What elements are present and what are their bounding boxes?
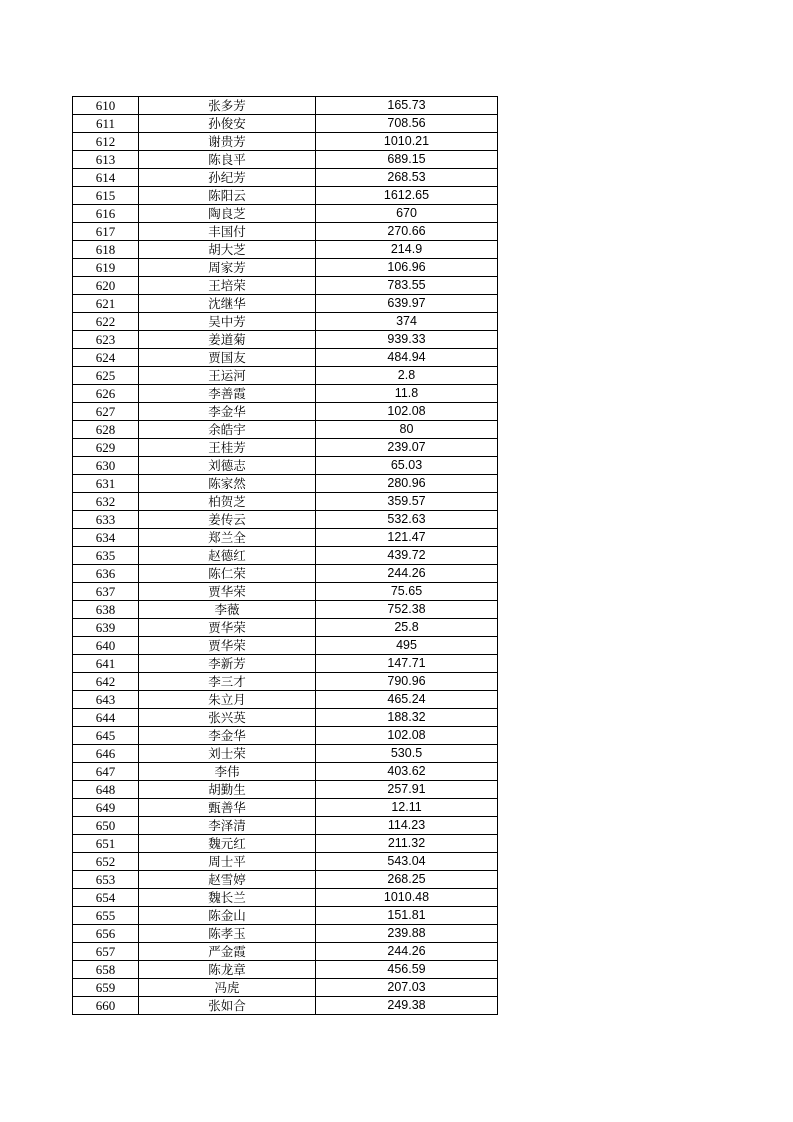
row-number-cell: 634 [73, 529, 139, 547]
amount-cell: 80 [316, 421, 498, 439]
row-number-cell: 625 [73, 367, 139, 385]
row-number-cell: 631 [73, 475, 139, 493]
row-number-cell: 650 [73, 817, 139, 835]
row-number-cell: 620 [73, 277, 139, 295]
table-row [73, 493, 498, 511]
amount-cell: 214.9 [316, 241, 498, 259]
row-number-cell: 632 [73, 493, 139, 511]
name-cell: 郑兰全 [139, 529, 316, 547]
row-number-cell: 651 [73, 835, 139, 853]
table-row [73, 259, 498, 277]
row-number-cell: 629 [73, 439, 139, 457]
table-row [73, 709, 498, 727]
name-cell: 胡大芝 [139, 241, 316, 259]
table-row [73, 673, 498, 691]
name-cell: 谢贵芳 [139, 133, 316, 151]
row-number-cell: 627 [73, 403, 139, 421]
amount-cell: 239.88 [316, 925, 498, 943]
name-cell: 张多芳 [139, 97, 316, 115]
table-row [73, 763, 498, 781]
table-row [73, 817, 498, 835]
table-row [73, 511, 498, 529]
amount-cell: 188.32 [316, 709, 498, 727]
amount-cell: 147.71 [316, 655, 498, 673]
table-row [73, 439, 498, 457]
name-cell: 魏元红 [139, 835, 316, 853]
table-row [73, 223, 498, 241]
table-row [73, 115, 498, 133]
table-row [73, 241, 498, 259]
amount-cell: 783.55 [316, 277, 498, 295]
name-cell: 孙纪芳 [139, 169, 316, 187]
amount-cell: 532.63 [316, 511, 498, 529]
row-number-cell: 635 [73, 547, 139, 565]
table-row [73, 997, 498, 1015]
table-row [73, 367, 498, 385]
table-row [73, 331, 498, 349]
row-number-cell: 614 [73, 169, 139, 187]
amount-cell: 752.38 [316, 601, 498, 619]
row-number-cell: 611 [73, 115, 139, 133]
name-cell: 刘士荣 [139, 745, 316, 763]
row-number-cell: 655 [73, 907, 139, 925]
row-number-cell: 659 [73, 979, 139, 997]
amount-cell: 65.03 [316, 457, 498, 475]
table-row [73, 169, 498, 187]
name-cell: 李泽清 [139, 817, 316, 835]
row-number-cell: 646 [73, 745, 139, 763]
row-number-cell: 649 [73, 799, 139, 817]
name-cell: 李善霞 [139, 385, 316, 403]
name-cell: 李伟 [139, 763, 316, 781]
table-row [73, 403, 498, 421]
table-row [73, 799, 498, 817]
name-cell: 陈良平 [139, 151, 316, 169]
amount-cell: 439.72 [316, 547, 498, 565]
amount-cell: 939.33 [316, 331, 498, 349]
amount-cell: 211.32 [316, 835, 498, 853]
name-cell: 陈孝玉 [139, 925, 316, 943]
name-cell: 赵德红 [139, 547, 316, 565]
table-row [73, 655, 498, 673]
name-cell: 陈金山 [139, 907, 316, 925]
row-number-cell: 638 [73, 601, 139, 619]
amount-cell: 12.11 [316, 799, 498, 817]
row-number-cell: 619 [73, 259, 139, 277]
amount-cell: 359.57 [316, 493, 498, 511]
table-row [73, 781, 498, 799]
amount-cell: 106.96 [316, 259, 498, 277]
name-cell: 魏长兰 [139, 889, 316, 907]
name-cell: 贾华荣 [139, 619, 316, 637]
table-row [73, 547, 498, 565]
name-cell: 甄善华 [139, 799, 316, 817]
row-number-cell: 630 [73, 457, 139, 475]
amount-cell: 268.53 [316, 169, 498, 187]
amount-cell: 530.5 [316, 745, 498, 763]
row-number-cell: 613 [73, 151, 139, 169]
amount-cell: 151.81 [316, 907, 498, 925]
table-row [73, 853, 498, 871]
table-row [73, 835, 498, 853]
table-row [73, 313, 498, 331]
table-row [73, 151, 498, 169]
row-number-cell: 653 [73, 871, 139, 889]
table-row [73, 97, 498, 115]
table-row [73, 601, 498, 619]
table-row [73, 475, 498, 493]
amount-cell: 484.94 [316, 349, 498, 367]
name-cell: 贾国友 [139, 349, 316, 367]
table-row [73, 385, 498, 403]
amount-cell: 1612.65 [316, 187, 498, 205]
amount-cell: 244.26 [316, 565, 498, 583]
amount-cell: 465.24 [316, 691, 498, 709]
row-number-cell: 618 [73, 241, 139, 259]
table-row [73, 943, 498, 961]
name-cell: 吴中芳 [139, 313, 316, 331]
amount-cell: 543.04 [316, 853, 498, 871]
amount-cell: 121.47 [316, 529, 498, 547]
name-cell: 冯虎 [139, 979, 316, 997]
row-number-cell: 660 [73, 997, 139, 1015]
amount-cell: 257.91 [316, 781, 498, 799]
amount-cell: 456.59 [316, 961, 498, 979]
name-cell: 王桂芳 [139, 439, 316, 457]
row-number-cell: 621 [73, 295, 139, 313]
data-table [72, 96, 498, 1015]
row-number-cell: 658 [73, 961, 139, 979]
amount-cell: 239.07 [316, 439, 498, 457]
name-cell: 张如合 [139, 997, 316, 1015]
table-row [73, 871, 498, 889]
amount-cell: 249.38 [316, 997, 498, 1015]
row-number-cell: 641 [73, 655, 139, 673]
name-cell: 王运河 [139, 367, 316, 385]
name-cell: 柏贺芝 [139, 493, 316, 511]
table-row [73, 295, 498, 313]
row-number-cell: 648 [73, 781, 139, 799]
amount-cell: 280.96 [316, 475, 498, 493]
name-cell: 丰国付 [139, 223, 316, 241]
row-number-cell: 610 [73, 97, 139, 115]
name-cell: 余皓宇 [139, 421, 316, 439]
row-number-cell: 645 [73, 727, 139, 745]
table-row [73, 619, 498, 637]
row-number-cell: 626 [73, 385, 139, 403]
row-number-cell: 639 [73, 619, 139, 637]
name-cell: 李三才 [139, 673, 316, 691]
row-number-cell: 633 [73, 511, 139, 529]
amount-cell: 11.8 [316, 385, 498, 403]
name-cell: 李金华 [139, 403, 316, 421]
name-cell: 李新芳 [139, 655, 316, 673]
table-row [73, 979, 498, 997]
name-cell: 朱立月 [139, 691, 316, 709]
row-number-cell: 622 [73, 313, 139, 331]
name-cell: 陈龙章 [139, 961, 316, 979]
row-number-cell: 636 [73, 565, 139, 583]
row-number-cell: 644 [73, 709, 139, 727]
amount-cell: 790.96 [316, 673, 498, 691]
row-number-cell: 642 [73, 673, 139, 691]
row-number-cell: 637 [73, 583, 139, 601]
table-row [73, 889, 498, 907]
name-cell: 孙俊安 [139, 115, 316, 133]
table-row [73, 727, 498, 745]
table-row [73, 421, 498, 439]
row-number-cell: 657 [73, 943, 139, 961]
amount-cell: 25.8 [316, 619, 498, 637]
name-cell: 胡勤生 [139, 781, 316, 799]
row-number-cell: 643 [73, 691, 139, 709]
name-cell: 周家芳 [139, 259, 316, 277]
row-number-cell: 624 [73, 349, 139, 367]
table-body [73, 97, 498, 1015]
row-number-cell: 612 [73, 133, 139, 151]
amount-cell: 1010.48 [316, 889, 498, 907]
table-row [73, 691, 498, 709]
table-row [73, 457, 498, 475]
amount-cell: 1010.21 [316, 133, 498, 151]
row-number-cell: 628 [73, 421, 139, 439]
amount-cell: 2.8 [316, 367, 498, 385]
amount-cell: 268.25 [316, 871, 498, 889]
table-row [73, 349, 498, 367]
row-number-cell: 617 [73, 223, 139, 241]
name-cell: 陶良芝 [139, 205, 316, 223]
name-cell: 王培荣 [139, 277, 316, 295]
table-row [73, 133, 498, 151]
amount-cell: 708.56 [316, 115, 498, 133]
table-row [73, 529, 498, 547]
amount-cell: 639.97 [316, 295, 498, 313]
name-cell: 赵雪婷 [139, 871, 316, 889]
name-cell: 刘德志 [139, 457, 316, 475]
amount-cell: 207.03 [316, 979, 498, 997]
row-number-cell: 616 [73, 205, 139, 223]
amount-cell: 689.15 [316, 151, 498, 169]
amount-cell: 102.08 [316, 403, 498, 421]
table-row [73, 565, 498, 583]
name-cell: 姜传云 [139, 511, 316, 529]
name-cell: 陈阳云 [139, 187, 316, 205]
name-cell: 李薇 [139, 601, 316, 619]
table-row [73, 745, 498, 763]
table-row [73, 637, 498, 655]
amount-cell: 244.26 [316, 943, 498, 961]
table-row [73, 277, 498, 295]
amount-cell: 114.23 [316, 817, 498, 835]
name-cell: 张兴英 [139, 709, 316, 727]
amount-cell: 102.08 [316, 727, 498, 745]
row-number-cell: 615 [73, 187, 139, 205]
name-cell: 姜道菊 [139, 331, 316, 349]
name-cell: 周士平 [139, 853, 316, 871]
table-row [73, 205, 498, 223]
row-number-cell: 654 [73, 889, 139, 907]
name-cell: 陈家然 [139, 475, 316, 493]
table-row [73, 583, 498, 601]
table-row [73, 961, 498, 979]
name-cell: 贾华荣 [139, 637, 316, 655]
amount-cell: 75.65 [316, 583, 498, 601]
row-number-cell: 652 [73, 853, 139, 871]
table-row [73, 907, 498, 925]
table-row [73, 187, 498, 205]
amount-cell: 670 [316, 205, 498, 223]
amount-cell: 374 [316, 313, 498, 331]
row-number-cell: 647 [73, 763, 139, 781]
name-cell: 严金霞 [139, 943, 316, 961]
amount-cell: 165.73 [316, 97, 498, 115]
row-number-cell: 656 [73, 925, 139, 943]
name-cell: 贾华荣 [139, 583, 316, 601]
name-cell: 李金华 [139, 727, 316, 745]
amount-cell: 270.66 [316, 223, 498, 241]
name-cell: 沈继华 [139, 295, 316, 313]
amount-cell: 495 [316, 637, 498, 655]
row-number-cell: 623 [73, 331, 139, 349]
row-number-cell: 640 [73, 637, 139, 655]
name-cell: 陈仁荣 [139, 565, 316, 583]
amount-cell: 403.62 [316, 763, 498, 781]
table-row [73, 925, 498, 943]
